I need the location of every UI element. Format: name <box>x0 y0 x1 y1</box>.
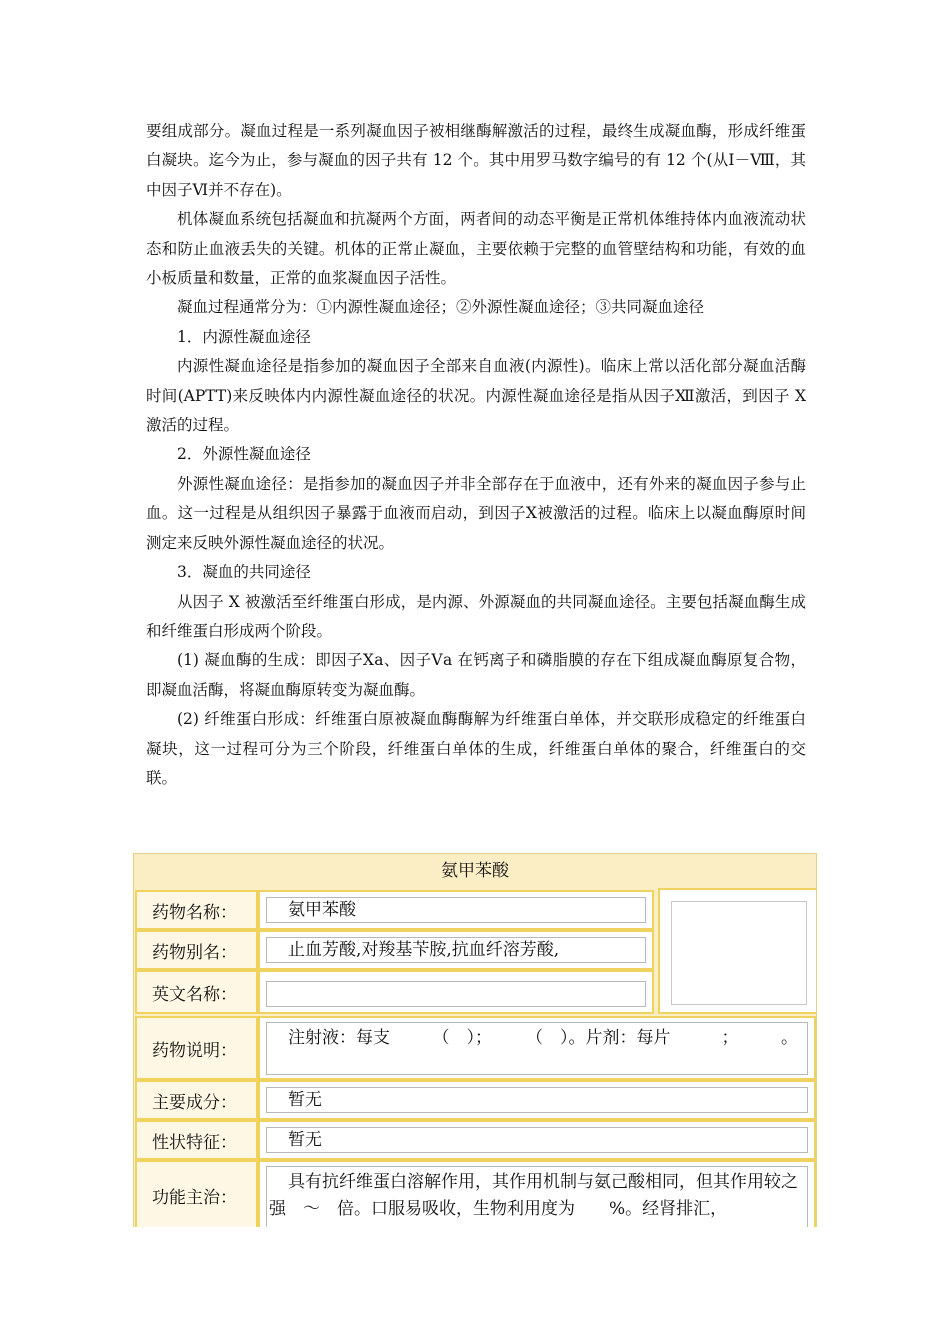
main-ingredients-cell <box>258 1080 816 1120</box>
drug-name-cell <box>258 890 654 930</box>
properties-label: 性状特征： <box>135 1120 258 1160</box>
english-name-row <box>134 970 656 1014</box>
drug-image-placeholder <box>671 901 807 1005</box>
paragraph-thrombin-generation: (1) 凝血酶的生成：即因子Ⅹa、因子Ⅴa 在钙离子和磷脂膜的存在下组成凝血酶原复合物，即凝血活酶，将凝血酶原转变为凝血酶。 <box>146 651 806 699</box>
drug-card-title: 氨甲苯酸 <box>134 854 816 888</box>
heading-intrinsic-pathway: 1．内源性凝血途径 <box>177 327 311 346</box>
document-body <box>146 117 806 793</box>
paragraph-coagulation-pathways: 凝血过程通常分为：①内源性凝血途径；②外源性凝血途径；③共同凝血途径 <box>177 298 705 317</box>
indications-field[interactable]: 具有抗纤维蛋白溶解作用，其作用机制与氨己酸相同，但其作用较之强 ～ 倍。口服易吸收，生物利用度为 %。经肾排汇， <box>266 1166 808 1227</box>
indications-cell <box>258 1160 816 1227</box>
paragraph-coagulation-system: 机体凝血系统包括凝血和抗凝两个方面，两者间的动态平衡是正常机体维持体内血液流动状态和防止血液丢失的关键。机体的正常止凝血，主要依赖于完整的血管壁结构和功能，有效的血小板质量和数量，正常的血浆凝血因子活性。 <box>146 210 806 288</box>
indications-row <box>134 1160 816 1227</box>
properties-row <box>134 1120 816 1160</box>
drug-description-cell <box>258 1016 816 1080</box>
heading-extrinsic-pathway: 2．外源性凝血途径 <box>177 445 311 464</box>
indications-label: 功能主治： <box>135 1160 258 1227</box>
paragraph-common-pathway: 从因子 X 被激活至纤维蛋白形成，是内源、外源凝血的共同凝血途径。主要包括凝血酶生成和纤维蛋白形成两个阶段。 <box>146 592 806 640</box>
drug-photo-area <box>658 888 817 1014</box>
heading-common-pathway: 3．凝血的共同途径 <box>177 563 311 582</box>
drug-name-field[interactable]: 氨甲苯酸 <box>266 897 646 923</box>
main-ingredients-label: 主要成分： <box>135 1080 258 1120</box>
paragraph-fibrin-formation: (2) 纤维蛋白形成：纤维蛋白原被凝血酶酶解为纤维蛋白单体，并交联形成稳定的纤维蛋白凝块，这一过程可分为三个阶段，纤维蛋白单体的生成，纤维蛋白单体的聚合，纤维蛋白的交联。 <box>146 710 806 787</box>
english-name-label: 英文名称： <box>135 970 258 1014</box>
drug-description-row <box>134 1016 816 1080</box>
english-name-field[interactable] <box>266 981 646 1007</box>
properties-cell <box>258 1120 816 1160</box>
drug-alias-row <box>134 930 656 970</box>
paragraph-coagulation-intro: 要组成部分。凝血过程是一系列凝血因子被相继酶解激活的过程，最终生成凝血酶，形成纤维蛋白凝块。迄今为止，参与凝血的因子共有 12 个。其中用罗马数字编号的有 12 个(从Ⅰ－Ⅷ，其中因子Ⅵ并不存在)。 <box>146 122 806 199</box>
paragraph-intrinsic-pathway: 内源性凝血途径是指参加的凝血因子全部来自血液(内源性)。临床上常以活化部分凝血活酶时间(APTT)来反映体内内源性凝血途径的状况。内源性凝血途径是指从因子Ⅻ激活，到因子 X 激活的过程。 <box>146 357 806 435</box>
main-ingredients-field[interactable]: 暂无 <box>266 1087 808 1113</box>
drug-alias-label: 药物别名： <box>135 930 258 970</box>
english-name-cell <box>258 970 654 1014</box>
properties-field[interactable]: 暂无 <box>266 1127 808 1153</box>
paragraph-extrinsic-pathway: 外源性凝血途径：是指参加的凝血因子并非全部存在于血液中，还有外来的凝血因子参与止血。这一过程是从组织因子暴露于血液而启动，到因子Ⅹ被激活的过程。临床上以凝血酶原时间测定来反映外源性凝血途径的状况。 <box>146 474 806 552</box>
drug-alias-field[interactable]: 止血芳酸,对羧基苄胺,抗血纤溶芳酸, <box>266 937 646 963</box>
drug-name-row <box>134 890 656 930</box>
drug-description-label: 药物说明： <box>135 1016 258 1080</box>
drug-name-label: 药物名称： <box>135 890 258 930</box>
drug-info-card <box>133 853 817 1227</box>
main-ingredients-row <box>134 1080 816 1120</box>
drug-description-field[interactable]: 注射液：每支 （ ）； （ ）。片剂：每片 ； 。 <box>266 1022 808 1075</box>
drug-alias-cell <box>258 930 654 970</box>
